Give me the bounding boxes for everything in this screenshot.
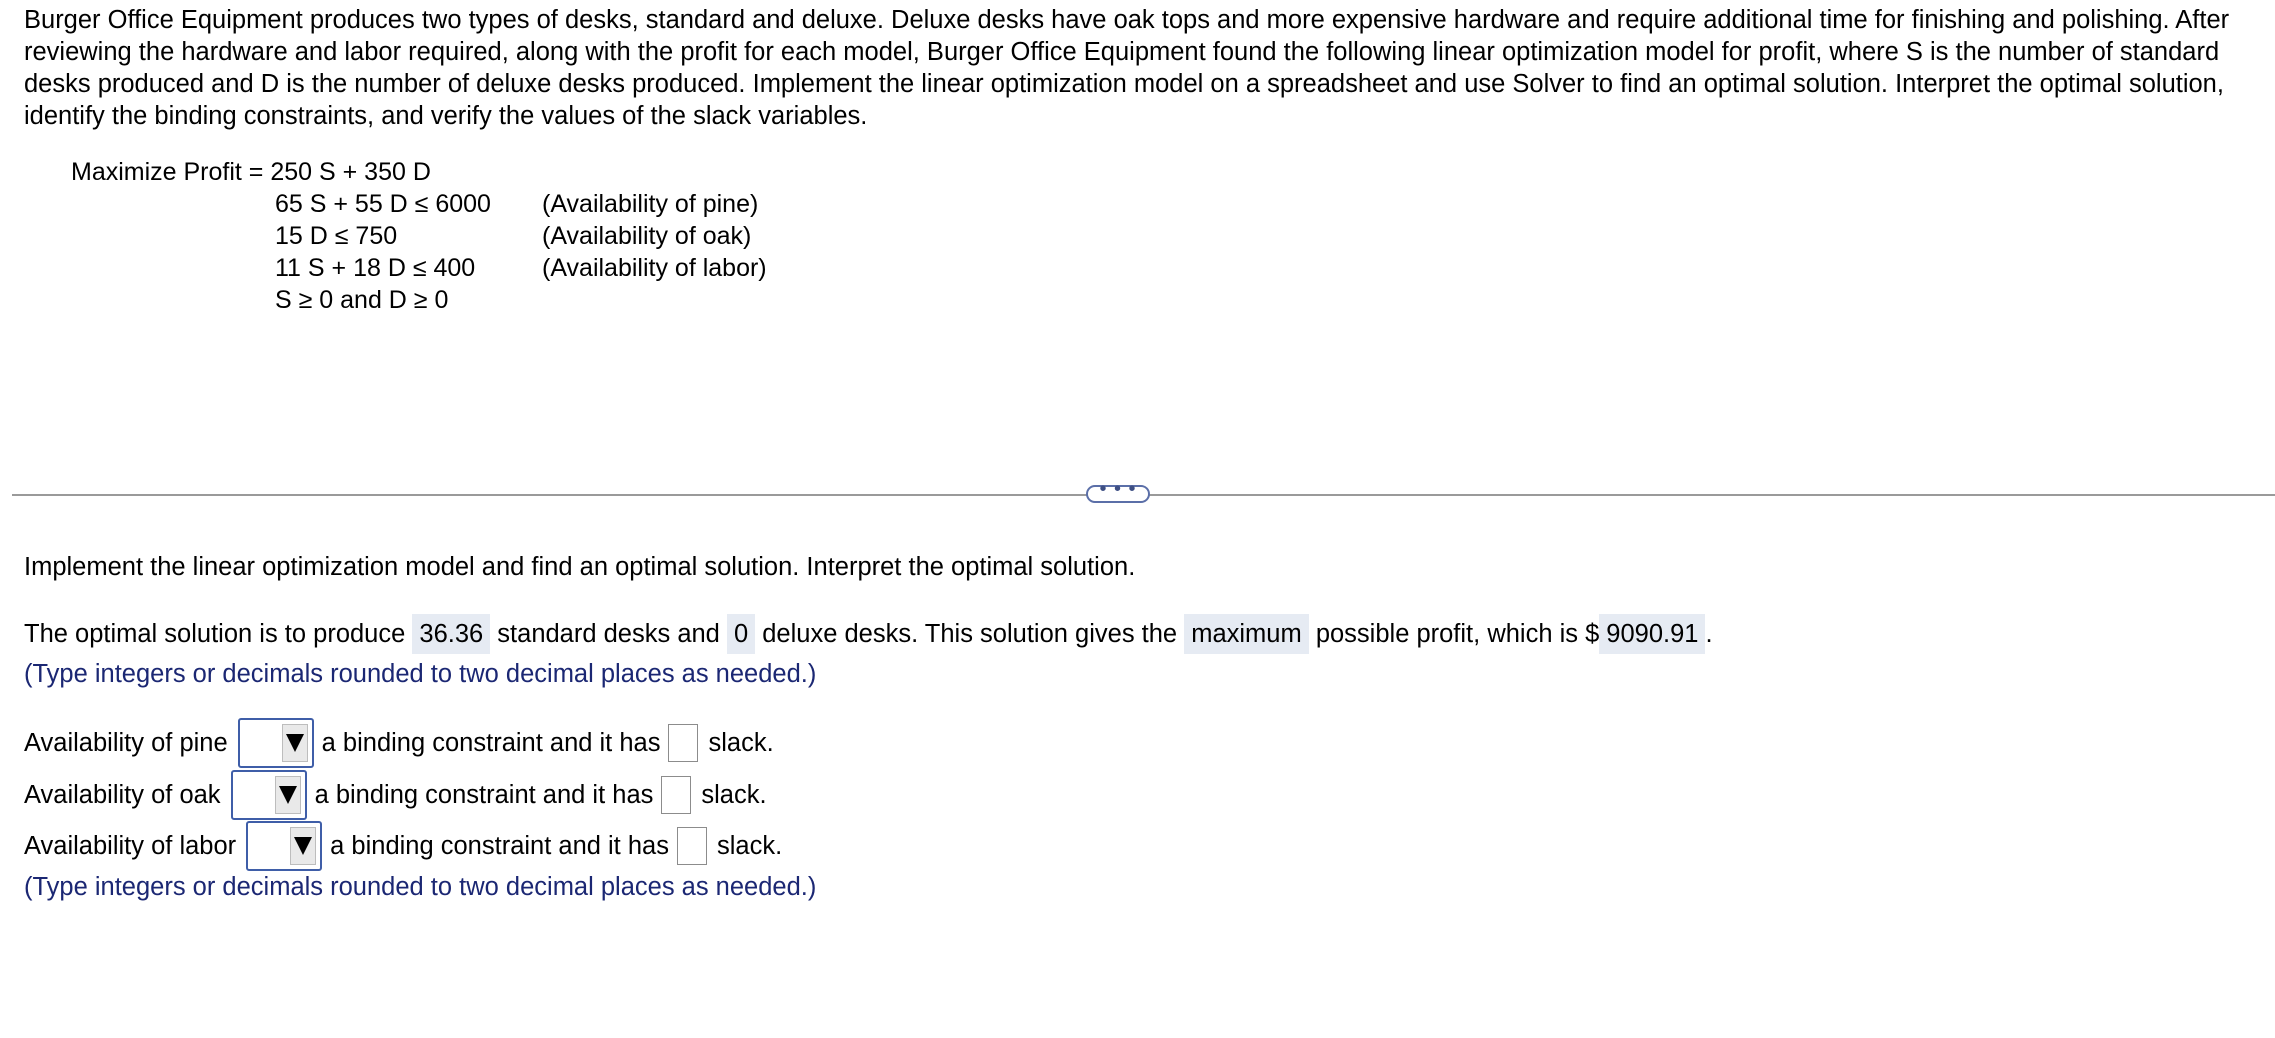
binding-text: a binding constraint and it has (314, 780, 654, 809)
rounding-hint: (Type integers or decimals rounded to two decimal places as needed.) (24, 660, 817, 688)
constraint-answer-row-labor (24, 821, 782, 871)
constraint-label: Availability of oak (24, 780, 221, 809)
expand-button[interactable] (1086, 478, 1150, 503)
binding-text: a binding constraint and it has (321, 728, 661, 757)
dropdown-arrow-icon (275, 776, 301, 814)
dropdown-arrow-icon (282, 724, 308, 762)
objective-type-answer[interactable]: maximum (1184, 614, 1309, 654)
nonnegativity-constraint: S ≥ 0 and D ≥ 0 (275, 286, 449, 314)
dropdown-arrow-icon (290, 827, 316, 865)
part-instruction: Implement the linear optimization model and find an optimal solution. Interpret the optimal solution. (24, 553, 1136, 581)
deluxe-desks-answer[interactable]: 0 (727, 614, 755, 654)
constraint-expression: 65 S + 55 D ≤ 6000 (275, 190, 491, 218)
constraint-label: Availability of pine (24, 728, 228, 757)
sentence-text: possible profit, which is $ (1315, 620, 1600, 648)
binding-dropdown-pine[interactable] (238, 718, 314, 768)
slack-text: slack. (708, 728, 774, 757)
optimal-solution-sentence (24, 614, 1713, 654)
problem-statement: Burger Office Equipment produces two types of desks, standard and deluxe. Deluxe desks have oak tops and more expensive hardware and require additional time for finishing and polishing. After reviewing the hardware and labor required, along with the profit for each model, Burger Office Equipment found the following linear optimization model for profit, where S is the number of standard desks produced and D is the number of deluxe desks produced. Implement the linear optimization model on a spreadsheet and use Solver to find an optimal solution. Interpret the optimal solution, identify the binding constraints, and verify the values of the slack variables. (24, 6, 2230, 130)
constraint-answer-row-pine (24, 718, 774, 768)
sentence-text: . (1705, 620, 1713, 648)
rounding-hint: (Type integers or decimals rounded to two decimal places as needed.) (24, 873, 817, 901)
slack-input-oak[interactable] (661, 776, 691, 814)
ellipsis-icon: • • • (1099, 478, 1137, 500)
sentence-text: standard desks and (497, 620, 720, 648)
objective-function: Maximize Profit = 250 S + 350 D (71, 158, 431, 186)
binding-dropdown-labor[interactable] (246, 821, 322, 871)
slack-input-labor[interactable] (677, 827, 707, 865)
constraint-note: (Availability of oak) (542, 222, 752, 250)
constraint-note: (Availability of labor) (542, 254, 767, 282)
slack-text: slack. (716, 831, 783, 860)
standard-desks-answer[interactable]: 36.36 (412, 614, 490, 654)
binding-dropdown-oak[interactable] (231, 770, 307, 820)
constraint-answer-row-oak (24, 770, 767, 820)
sentence-text: deluxe desks. This solution gives the (762, 620, 1178, 648)
lp-model (71, 156, 431, 188)
slack-input-pine[interactable] (668, 724, 698, 762)
sentence-text: The optimal solution is to produce (24, 620, 406, 648)
binding-text: a binding constraint and it has (330, 831, 669, 860)
constraint-expression: 15 D ≤ 750 (275, 222, 398, 250)
constraint-expression: 11 S + 18 D ≤ 400 (275, 254, 476, 282)
constraint-label: Availability of labor (24, 831, 237, 860)
slack-text: slack. (701, 780, 767, 809)
profit-answer[interactable]: 9090.91 (1599, 614, 1705, 654)
constraint-note: (Availability of pine) (542, 190, 759, 218)
